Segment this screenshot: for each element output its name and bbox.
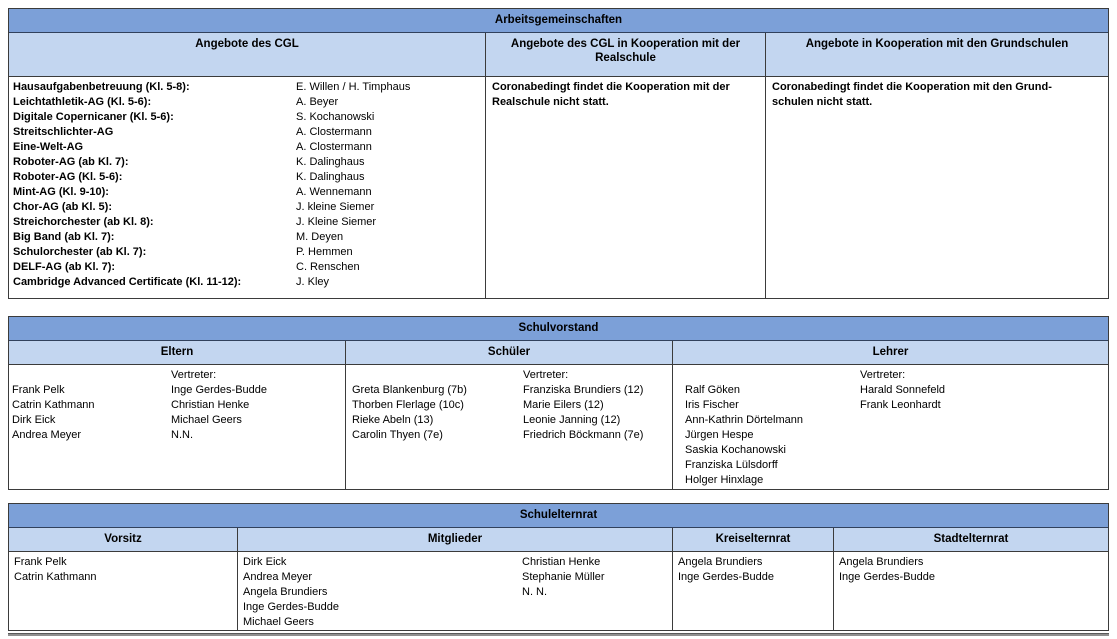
lehrer-vertreter: Harald Sonnefeld: [860, 384, 946, 396]
grundschulen-note-cell: [766, 77, 1108, 299]
grundschulen-note: [766, 77, 1108, 110]
eltern-vertreter-label: Vertreter:: [171, 369, 217, 381]
schulelternrat-body-row: [9, 552, 1108, 631]
eltern-member: Frank Pelk: [12, 384, 65, 396]
mitglied: N. N.: [522, 586, 548, 598]
grundschulen-note-line2: schulen nicht statt.: [772, 96, 873, 108]
offer-leader: K. Dalinghaus: [296, 171, 365, 183]
offer-name: Chor-AG (ab Kl. 5):: [13, 201, 112, 213]
col-header-kooperation-realschule: Angebote des CGL in Kooperation mit der Realschule: [486, 33, 766, 76]
lehrer-member: Franziska Lülsdorff: [685, 459, 778, 471]
eltern-vertreter: Michael Geers: [171, 414, 242, 426]
mitglied: Michael Geers: [243, 616, 314, 628]
offer-leader: C. Renschen: [296, 261, 360, 273]
schueler-member: Greta Blankenburg (7b): [352, 384, 467, 396]
mitglieder-cell: [238, 552, 673, 631]
vorsitz-cell: [9, 552, 238, 631]
mitglied: Dirk Eick: [243, 556, 287, 568]
mitglieder-left-list: [243, 555, 339, 630]
offer-leader: P. Hemmen: [296, 246, 353, 258]
col-header-vorsitz: Vorsitz: [9, 528, 238, 551]
mitglieder-right-list: [522, 555, 605, 600]
eltern-member-list: [12, 383, 95, 443]
offer-leader: J. kleine Siemer: [296, 201, 375, 213]
offer-leader: A. Beyer: [296, 96, 339, 108]
schueler-vertreter: Friedrich Böckmann (7e): [523, 429, 644, 441]
mitglied: Andrea Meyer: [243, 571, 313, 583]
schueler-member: Rieke Abeln (13): [352, 414, 434, 426]
schueler-vertreter-label: Vertreter:: [523, 369, 569, 381]
schueler-member: Thorben Flerlage (10c): [352, 399, 464, 411]
col-header-kreiselternrat: Kreiselternrat: [673, 528, 834, 551]
offer-name: Big Band (ab Kl. 7):: [13, 231, 115, 243]
offer-leader: K. Dalinghaus: [296, 156, 365, 168]
offer-name: Mint-AG (Kl. 9-10):: [13, 186, 109, 198]
col-header-angebote-cgl: Angebote des CGL: [9, 33, 486, 76]
offer-leader: J. Kleine Siemer: [296, 216, 377, 228]
lehrer-member: Iris Fischer: [685, 399, 739, 411]
offer-name: Streichorchester (ab Kl. 8):: [13, 216, 154, 228]
schueler-vertreter-list: [523, 383, 644, 441]
vorsitz-member-list: [9, 552, 237, 585]
offer-name: Schulorchester (ab Kl. 7):: [13, 246, 147, 258]
grundschulen-note-line1: Coronabedingt findet die Kooperation mit den Grund-: [772, 81, 1052, 93]
schulelternrat-title: Schulelternrat: [9, 504, 1108, 528]
arbeitsgemeinschaften-body-row: [9, 77, 1108, 299]
stadtelternrat-member: Angela Brundiers: [839, 556, 924, 568]
lehrer-member-list: [685, 383, 803, 488]
schueler-vertreter: Leonie Janning (12): [523, 414, 621, 426]
eltern-member: Catrin Kathmann: [12, 399, 95, 411]
lehrer-member: Jürgen Hespe: [685, 429, 754, 441]
kreiselternrat-cell: [673, 552, 834, 631]
realschule-note: Coronabedingt findet die Kooperation mit der Realschule nicht statt.: [492, 81, 730, 108]
eltern-vertreter: N.N.: [171, 429, 193, 441]
stadtelternrat-member-list: [834, 552, 1108, 585]
col-header-mitglieder: Mitglieder: [238, 528, 673, 551]
schulelternrat-header-row: [9, 528, 1108, 552]
offer-leader: S. Kochanowski: [296, 111, 375, 123]
offer-name: Digitale Copernicaner (Kl. 5-6):: [13, 111, 174, 123]
eltern-cell: [9, 365, 346, 490]
schulvorstand-body-row: [9, 365, 1108, 490]
kreiselternrat-member-list: [673, 552, 833, 585]
eltern-vertreter: Inge Gerdes-Budde: [171, 384, 268, 396]
eltern-member: Andrea Meyer: [12, 429, 82, 441]
arbeitsgemeinschaften-header-row: [9, 33, 1108, 77]
eltern-vertreter-list: [171, 383, 268, 441]
kreiselternrat-member: Angela Brundiers: [678, 556, 763, 568]
lehrer-vertreter-list: [860, 383, 946, 411]
mitglied: Inge Gerdes-Budde: [243, 601, 340, 613]
realschule-note-cell: [486, 77, 766, 299]
col-header-schueler: Schüler: [346, 341, 673, 364]
col-header-kooperation-grundschulen: Angebote in Kooperation mit den Grundschulen: [805, 38, 1069, 50]
arbeitsgemeinschaften-title: Arbeitsgemeinschaften: [9, 9, 1108, 33]
stadtelternrat-cell: [834, 552, 1108, 631]
eltern-vertreter: Christian Henke: [171, 399, 250, 411]
offer-name: Leichtathletik-AG (Kl. 5-6):: [13, 96, 152, 108]
offer-name: Roboter-AG (ab Kl. 7):: [13, 156, 129, 168]
offer-leader: A. Clostermann: [296, 141, 372, 153]
offer-name: Streitschlichter-AG: [13, 126, 114, 138]
kreiselternrat-member: Inge Gerdes-Budde: [678, 571, 775, 583]
eltern-vertreter-col: [171, 368, 268, 441]
arbeitsgemeinschaften-table: [8, 8, 1109, 299]
offer-name: Roboter-AG (Kl. 5-6):: [13, 171, 123, 183]
offer-leader: A. Wennemann: [296, 186, 372, 198]
stadtelternrat-member: Inge Gerdes-Budde: [839, 571, 936, 583]
lehrer-member: Ann-Kathrin Dörtelmann: [685, 414, 804, 426]
offer-name-list: [13, 80, 241, 290]
cgl-offers-cell: [9, 77, 486, 299]
schulvorstand-title: Schulvorstand: [9, 317, 1108, 341]
lehrer-member: Holger Hinxlage: [685, 474, 764, 486]
col-header-stadtelternrat: Stadtelternrat: [933, 533, 1009, 545]
lehrer-vertreter: Frank Leonhardt: [860, 399, 941, 411]
offer-name: Hausaufgabenbetreuung (Kl. 5-8):: [13, 81, 190, 93]
schueler-cell: [346, 365, 673, 490]
offer-leader: J. Kley: [296, 276, 330, 288]
col-header-eltern: Eltern: [9, 341, 346, 364]
vorsitz-member: Catrin Kathmann: [14, 571, 97, 583]
col-header-lehrer: Lehrer: [872, 346, 909, 358]
mitglied: Angela Brundiers: [243, 586, 328, 598]
next-table-top-edge: [8, 633, 1109, 636]
schueler-vertreter: Franziska Brundiers (12): [523, 384, 644, 396]
offer-leader: M. Deyen: [296, 231, 344, 243]
lehrer-member: Ralf Göken: [685, 384, 741, 396]
offer-name: Eine-Welt-AG: [13, 141, 84, 153]
schueler-member: Carolin Thyen (7e): [352, 429, 443, 441]
schueler-vertreter-col: [523, 368, 644, 441]
offer-name: Cambridge Advanced Certificate (Kl. 11-12):: [13, 276, 242, 288]
schulvorstand-header-row: [9, 341, 1108, 365]
offer-leader: E. Willen / H. Timphaus: [296, 81, 411, 93]
eltern-member: Dirk Eick: [12, 414, 56, 426]
schueler-member-list: [352, 383, 467, 443]
lehrer-vertreter-col: [860, 368, 946, 411]
lehrer-cell: [673, 365, 1108, 490]
mitglied: Stephanie Müller: [522, 571, 605, 583]
schulelternrat-table: [8, 503, 1109, 631]
vorsitz-member: Frank Pelk: [14, 556, 67, 568]
lehrer-member: Saskia Kochanowski: [685, 444, 786, 456]
schueler-vertreter: Marie Eilers (12): [523, 399, 604, 411]
mitglied: Christian Henke: [522, 556, 601, 568]
offer-leader: A. Clostermann: [296, 126, 372, 138]
offer-leader-list: [296, 80, 410, 290]
lehrer-vertreter-label: Vertreter:: [860, 369, 906, 381]
schulvorstand-table: [8, 316, 1109, 490]
offer-name: DELF-AG (ab Kl. 7):: [13, 261, 116, 273]
